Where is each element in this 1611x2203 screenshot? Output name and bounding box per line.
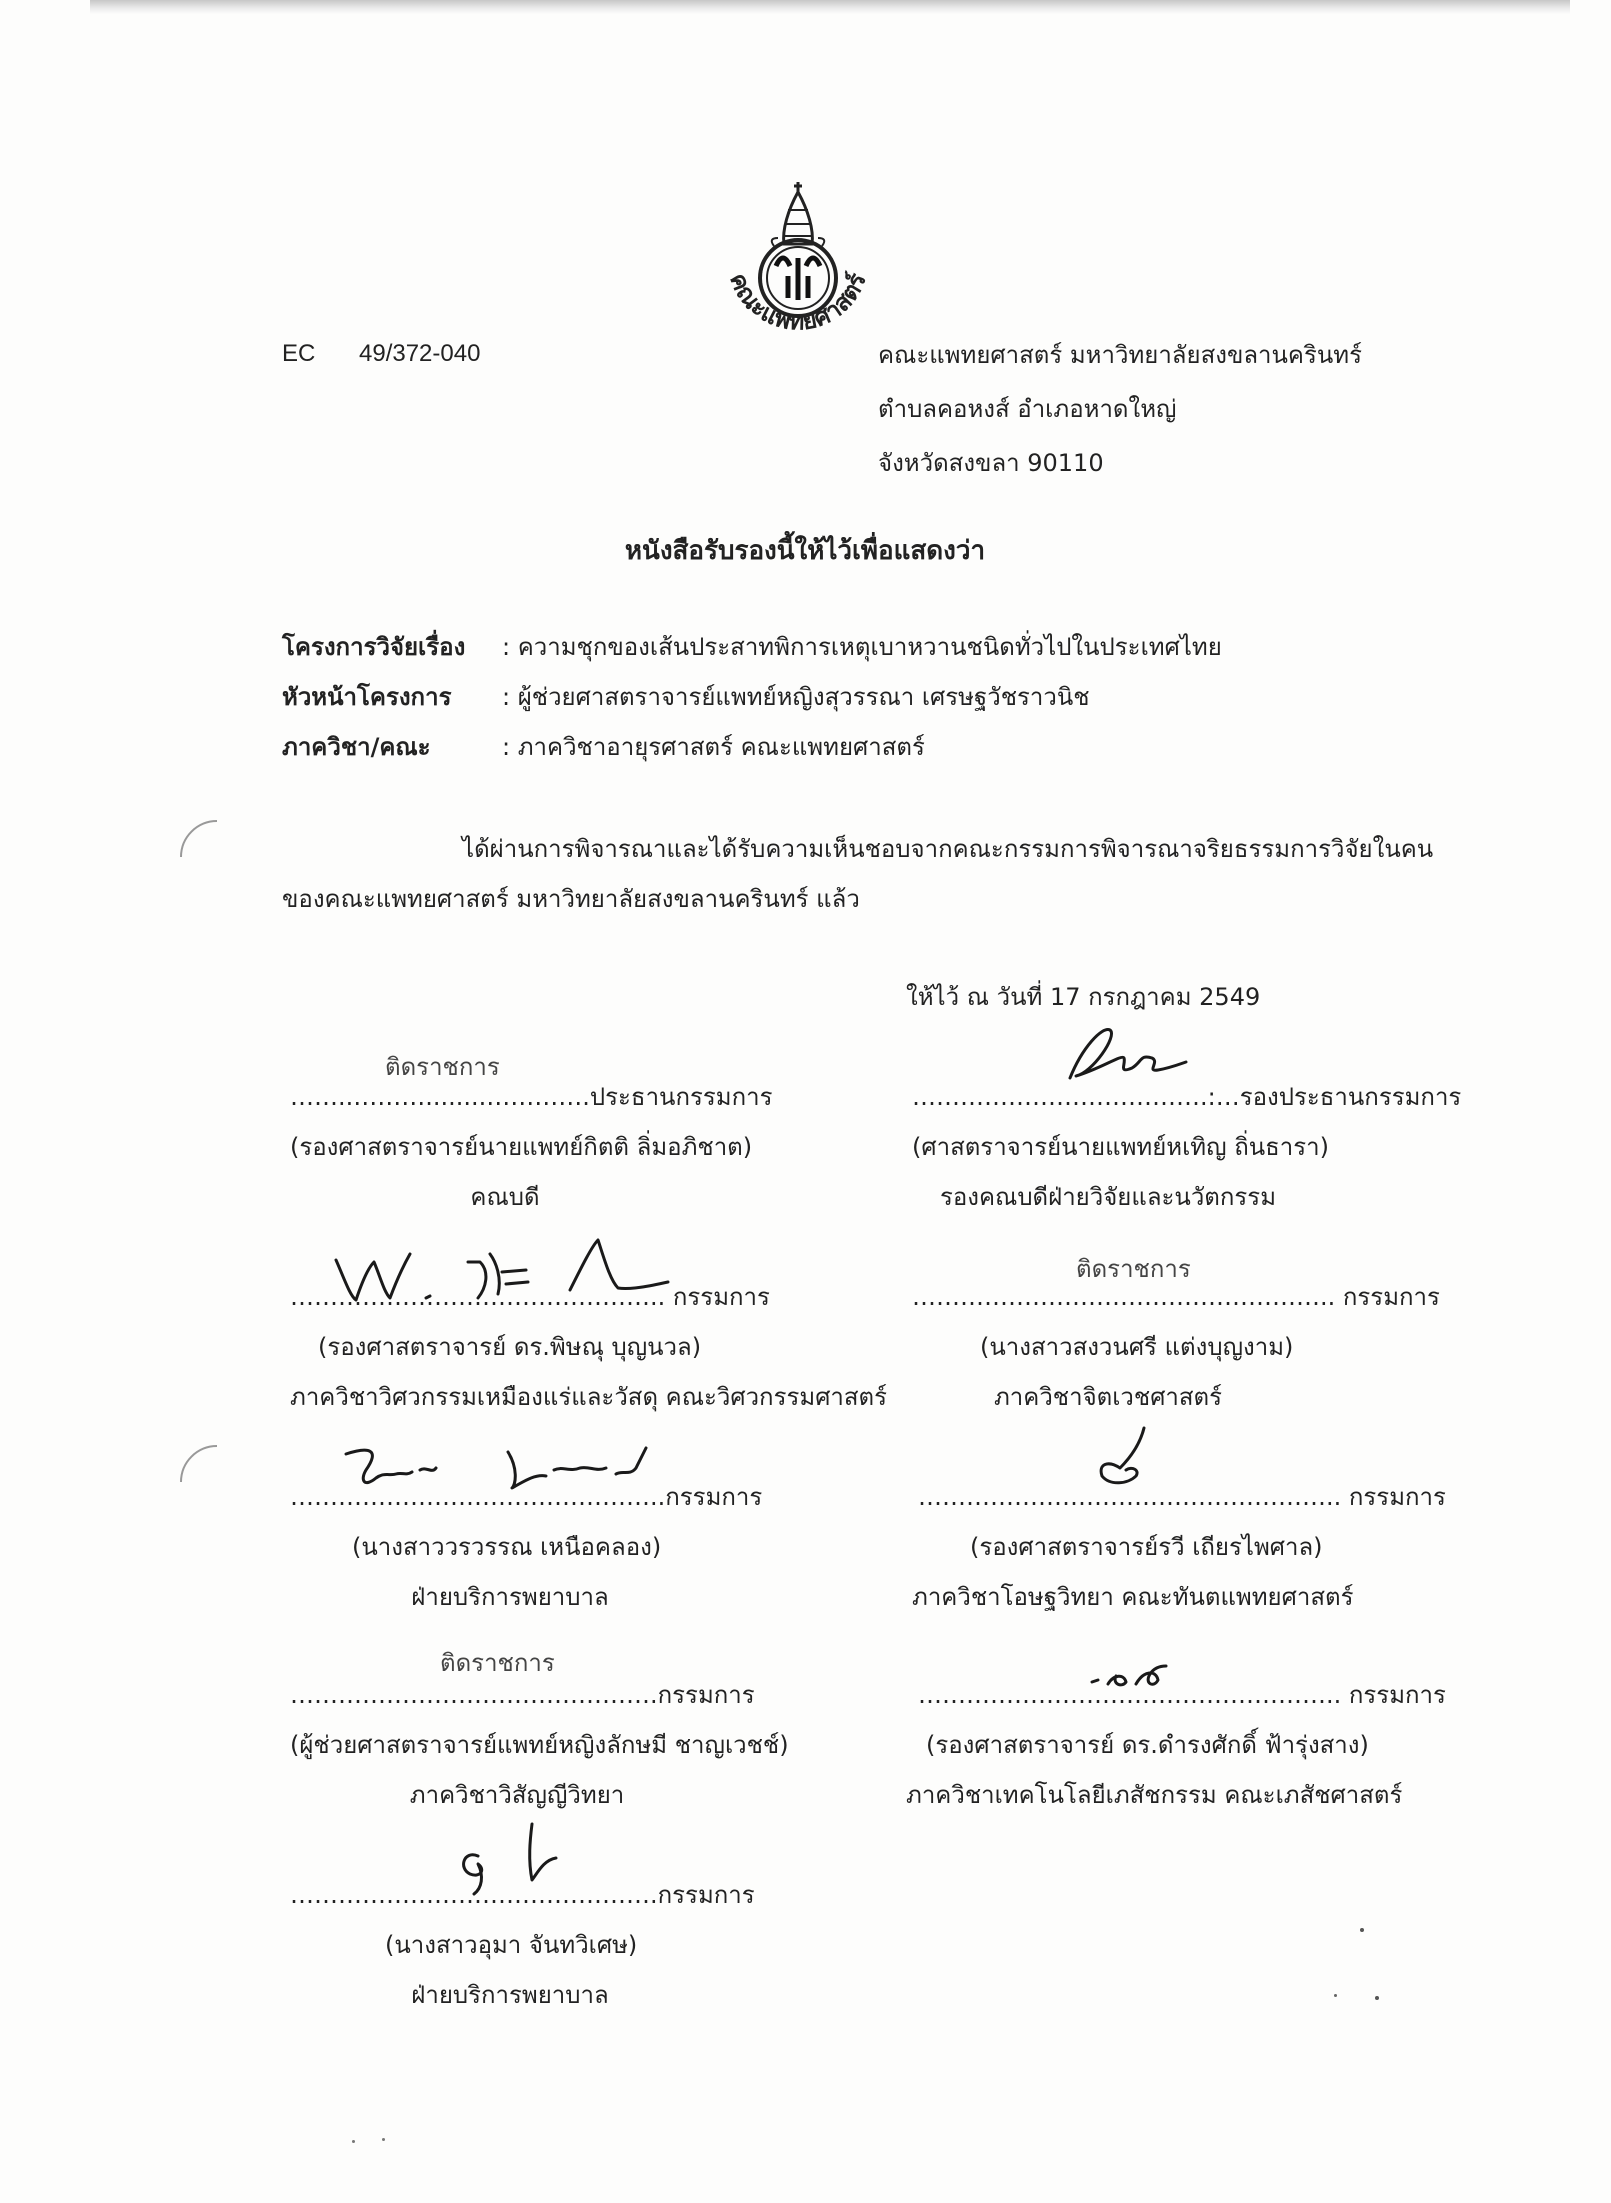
body-paragraph-line-2: ของคณะแพทยศาสตร์ มหาวิทยาลัยสงขลานครินทร์ แล้ว: [282, 885, 860, 913]
signatory-title-member-5: ฝ่ายบริการพยาบาล: [411, 1583, 609, 1611]
project-title-label: โครงการวิจัยเรื่อง: [282, 633, 466, 661]
signature-line-member-8: …………………………………………….. กรรมการ: [918, 1681, 1446, 1709]
signature-line-member-5: ………………………………………..กรรมการ: [290, 1483, 763, 1511]
issue-date: ให้ไว้ ณ วันที่ 17 กรกฎาคม 2549: [906, 983, 1261, 1011]
signature-line-chairman: ……..………........………….ประธานกรรมการ: [290, 1083, 773, 1111]
signature-line-vice-chairman: ……………………………….:…รองประธานกรรมการ: [912, 1083, 1462, 1111]
project-leader-value: : ผู้ช่วยศาสตราจารย์แพทย์หญิงสุวรรณา เศรษฐวัชราวนิช: [502, 683, 1090, 711]
signatory-name-member-6: (รองศาสตราจารย์รวี เถียรไพศาล): [970, 1533, 1323, 1561]
sig-note-absent: ติดราชการ: [385, 1053, 500, 1081]
signatory-title-member-8: ภาควิชาเทคโนโลยีเภสัชกรรม คณะเภสัชศาสตร์: [906, 1781, 1403, 1809]
signatory-title-member-6: ภาควิชาโอษฐวิทยา คณะทันตแพทยศาสตร์: [912, 1583, 1354, 1611]
department-label: ภาควิชา/คณะ: [282, 733, 431, 761]
ref-number: 49/372-040: [359, 340, 481, 367]
scan-speck: [352, 2140, 355, 2143]
signatory-title-member-9: ฝ่ายบริการพยาบาล: [411, 1981, 609, 2009]
signatory-name-member-4: (นางสาวสงวนศรี แต่งบุญงาม): [980, 1333, 1294, 1361]
project-title-value: : ความชุกของเส้นประสาทพิการเหตุเบาหวานชนิดทั่วไปในประเทศไทย: [502, 633, 1222, 661]
signature-line-member-9: ……………………………………….กรรมการ: [290, 1881, 755, 1909]
seal-arc-text: คณะแพทยศาสตร์: [724, 269, 872, 336]
punch-hole-icon: [180, 820, 254, 894]
scan-speck: [1375, 1996, 1379, 2000]
signature-line-member-3: ……………………………………….. กรรมการ: [290, 1283, 770, 1311]
signatory-name-member-5: (นางสาววรวรรณ เหนือคลอง): [352, 1533, 662, 1561]
document-heading: หนังสือรับรองนี้ให้ไว้เพื่อแสดงว่า: [624, 536, 986, 566]
signatory-title-vice-chairman: รองคณบดีฝ่ายวิจัยและนวัตกรรม: [939, 1183, 1277, 1211]
address-line-1: คณะแพทยศาสตร์ มหาวิทยาลัยสงขลานครินทร์: [878, 341, 1362, 369]
address-line-3: จังหวัดสงขลา 90110: [878, 449, 1104, 477]
sig-note-absent: ติดราชการ: [440, 1649, 555, 1677]
scan-speck: [382, 2138, 385, 2141]
signature-line-member-4: …………………………………………….. กรรมการ: [912, 1283, 1440, 1311]
scan-speck: [1334, 1994, 1337, 1997]
signatory-name-member-3: (รองศาสตราจารย์ ดร.พิษณุ บุญนวล): [318, 1333, 702, 1361]
signatory-title-chairman: คณบดี: [470, 1183, 540, 1211]
signatory-name-vice-chairman: (ศาสตราจารย์นายแพทย์หเทิญ ถิ่นธารา): [912, 1133, 1329, 1161]
signatory-title-member-4: ภาควิชาจิตเวชศาสตร์: [993, 1383, 1223, 1411]
scan-edge-shadow: [90, 0, 1570, 14]
address-line-2: ตำบลคอหงส์ อำเภอหาดใหญ่: [878, 395, 1177, 423]
punch-hole-icon: [180, 1445, 254, 1519]
signature-line-member-7: ……………………………………….กรรมการ: [290, 1681, 755, 1709]
department-value: : ภาควิชาอายุรศาสตร์ คณะแพทยศาสตร์: [502, 733, 925, 761]
project-leader-label: หัวหน้าโครงการ: [282, 683, 452, 711]
signature-line-member-6: …………………………………………….. กรรมการ: [918, 1483, 1446, 1511]
signature-vice-chairman-icon: [1062, 1018, 1192, 1088]
signatory-name-chairman: (รองศาสตราจารย์นายแพทย์กิตติ ลิ่มอภิชาต): [290, 1133, 753, 1161]
signatory-name-member-9: (นางสาวอุมา จันทวิเศษ): [385, 1931, 638, 1959]
ref-prefix: EC: [282, 340, 316, 367]
body-paragraph-line-1: ได้ผ่านการพิจารณาและได้รับความเห็นชอบจากคณะกรรมการพิจารณาจริยธรรมการวิจัยในคน: [462, 835, 1434, 863]
scan-speck: [1360, 1928, 1364, 1932]
signatory-name-member-8: (รองศาสตราจารย์ ดร.ดำรงศักดิ์ ฟ้ารุ่งสาง): [926, 1731, 1369, 1759]
faculty-seal-icon: [708, 180, 888, 340]
sig-note-absent: ติดราชการ: [1076, 1255, 1191, 1283]
signatory-title-member-7: ภาควิชาวิสัญญีวิทยา: [409, 1781, 625, 1809]
signatory-name-member-7: (ผู้ช่วยศาสตราจารย์แพทย์หญิงลักษมี ชาญเวชช์): [290, 1731, 789, 1759]
signatory-title-member-3: ภาควิชาวิศวกรรมเหมืองแร่และวัสดุ คณะวิศวกรรมศาสตร์: [290, 1383, 888, 1411]
